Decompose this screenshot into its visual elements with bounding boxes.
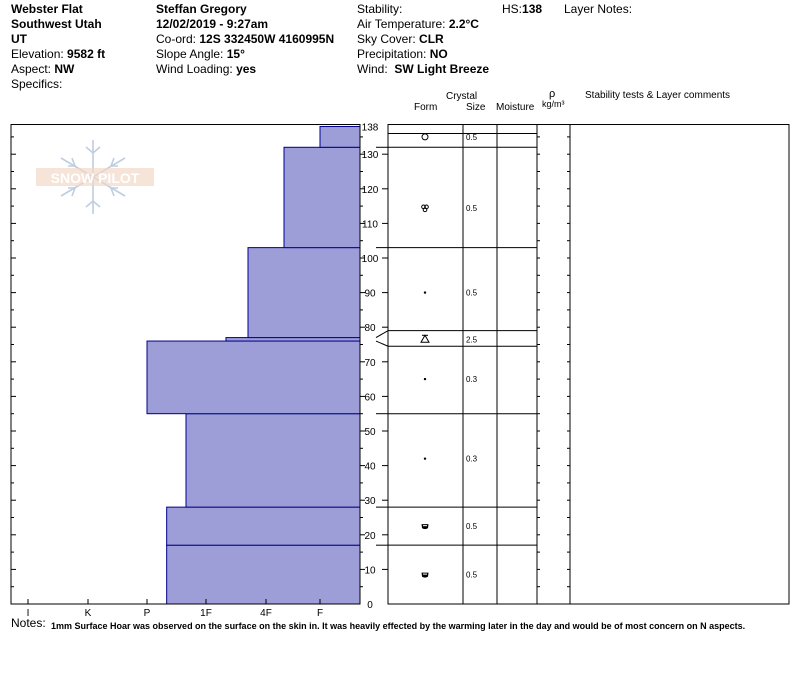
snow-height: HS:138: [502, 2, 543, 16]
hardness-bar: [186, 414, 360, 507]
crystal-size-value: 0.5: [466, 132, 478, 142]
layer-table-frame: [388, 125, 570, 604]
elevation: Elevation: 9582 ft: [11, 47, 106, 61]
dot-icon: [424, 378, 426, 380]
state: UT: [11, 32, 27, 46]
x-tick-label: K: [84, 608, 92, 619]
snowpilot-logo: [36, 140, 154, 214]
x-tick-label: I: [26, 608, 30, 619]
aspect: Aspect: NW: [11, 62, 75, 76]
height-tick-label: 120: [361, 184, 379, 196]
precipitation: Precipitation: NO: [357, 47, 448, 61]
height-tick-label: 60: [364, 392, 376, 404]
hardness-bar: [248, 248, 360, 338]
wind-loading: Wind Loading: yes: [156, 62, 257, 76]
height-tick-label: 138: [361, 122, 379, 134]
hardness-bar: [284, 147, 360, 247]
stability-column-frame: [570, 125, 789, 604]
layer-boundary-connector: [376, 341, 388, 346]
height-tick-label: 70: [364, 357, 376, 369]
height-tick-label: 80: [364, 323, 376, 335]
specifics: Specifics:: [11, 77, 63, 91]
layer-notes-label: Layer Notes:: [564, 2, 633, 16]
crystal-size-value: 0.5: [466, 522, 478, 532]
crystal-size-value: 0.5: [466, 570, 478, 580]
site-name: Webster Flat: [11, 2, 83, 16]
crystal-size-value: 2.5: [466, 335, 478, 345]
circle-icon: [422, 134, 428, 140]
hardness-bar: [167, 507, 360, 545]
moisture-header: Moisture: [496, 102, 535, 113]
stability: Stability:: [357, 2, 403, 16]
rounded-fragment-icon: [422, 205, 429, 212]
sky-cover: Sky Cover: CLR: [357, 32, 444, 46]
logo-text: SNOW PILOT: [50, 170, 140, 186]
cup-shape: [422, 573, 429, 578]
height-tick-label: 130: [361, 150, 379, 162]
surface-hoar-icon: [421, 335, 429, 342]
height-tick-label: 110: [362, 219, 378, 231]
cup-icon: [422, 573, 429, 578]
size-header: Size: [466, 102, 486, 113]
hoar-triangle: [421, 335, 429, 342]
dot-icon: [424, 457, 426, 459]
height-tick-label: 20: [364, 530, 376, 542]
cup-shape: [422, 524, 429, 529]
crystal-header: Crystal: [446, 91, 478, 102]
hardness-bar: [167, 545, 360, 604]
density-unit-header: kg/m³: [542, 99, 565, 109]
hardness-bar: [147, 341, 360, 414]
crystal-size-value: 0.5: [466, 203, 478, 213]
observation-datetime: 12/02/2019 - 9:27am: [156, 17, 269, 31]
air-temperature: Air Temperature: 2.2°C: [357, 17, 479, 31]
x-tick-label: 1F: [200, 608, 212, 619]
coordinates: Co-ord: 12S 332450W 4160995N: [156, 32, 335, 46]
hardness-bar: [226, 338, 360, 341]
crystal-size-value: 0.3: [466, 375, 478, 385]
crystal-size-value: 0.5: [466, 288, 478, 298]
region: Southwest Utah: [11, 17, 102, 31]
notes-text: 1mm Surface Hoar was observed on the surface on the skin in. It was heavily effected by the warming later in the day and would be of most concern on N aspects.: [51, 621, 746, 631]
height-tick-label: 30: [364, 496, 376, 508]
notes-label: Notes:: [11, 616, 46, 630]
dot-icon: [424, 291, 426, 293]
height-tick-label: 100: [361, 254, 379, 265]
observer-name: Steffan Gregory: [156, 2, 247, 16]
density-rho-header: ρ: [549, 88, 556, 100]
height-tick-label: 50: [364, 427, 376, 438]
dot-icon: [424, 457, 426, 459]
form-header: Form: [414, 102, 438, 113]
dot-icon: [424, 378, 426, 380]
cup-icon: [422, 524, 429, 529]
x-tick-label: 4F: [260, 608, 272, 619]
stability-tests-header: Stability tests & Layer comments: [585, 90, 731, 101]
slope-angle: Slope Angle: 15°: [156, 47, 245, 61]
x-tick-label: P: [143, 608, 151, 619]
height-tick-label: 10: [364, 565, 376, 577]
wind: Wind: SW Light Breeze: [357, 62, 490, 76]
circle-icon: [422, 134, 428, 140]
height-tick-label: 0: [367, 600, 373, 611]
height-tick-label: 90: [364, 288, 376, 300]
x-tick-label: F: [316, 608, 324, 619]
hardness-bar: [320, 127, 360, 148]
height-tick-label: 40: [364, 461, 376, 473]
crystal-size-value: 0.3: [466, 454, 478, 464]
layer-boundary-connector: [376, 331, 388, 338]
dot-icon: [424, 291, 426, 293]
